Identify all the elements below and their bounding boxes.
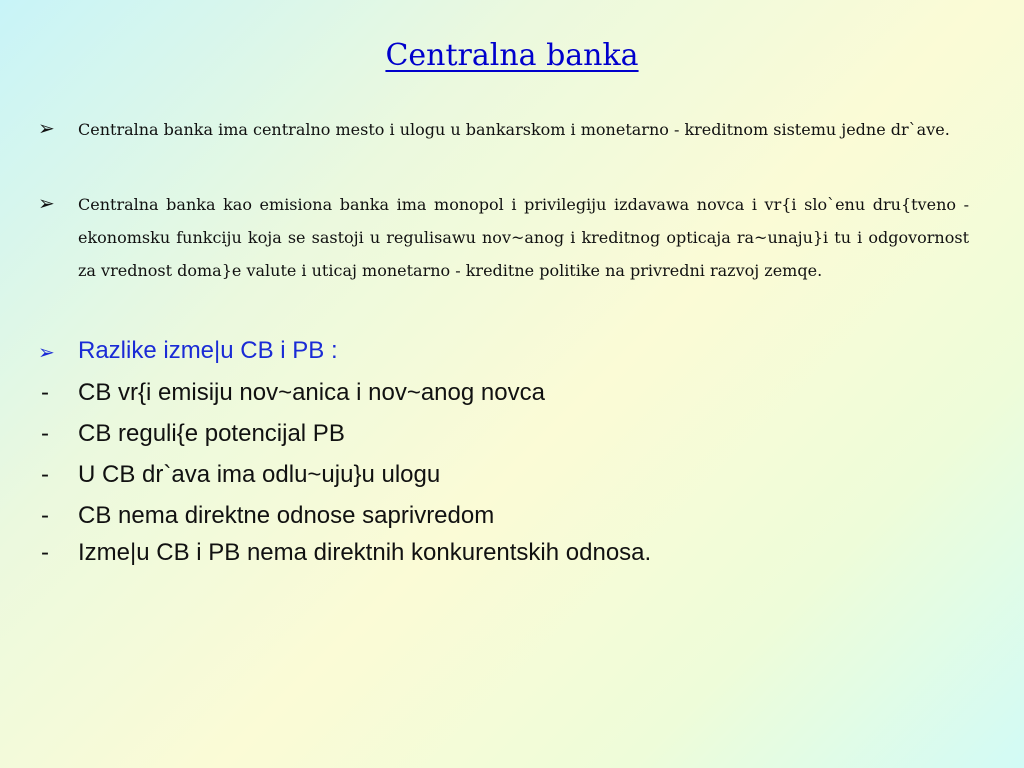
dash-bullet: - (41, 420, 49, 447)
dash-bullet: - (41, 461, 49, 488)
slide-title: Centralna banka (385, 38, 639, 73)
paragraph-emission: Centralna banka kao emisiona banka ima monopol i privilegiju izdavawa novca i vr{i slo`enu dru{tveno - ekonomsku funkciju koja se sastoji u regulisawu nov~anog i kreditnog opticaja ra~unaju}i tu i odgovornost za vrednost doma}e valute i uticaj monetarno - kreditne politike na privredni razvoj zemqe. (78, 195, 969, 280)
dash-bullet: - (41, 379, 49, 406)
difference-item: Izme|u CB i PB nema direktnih konkurentskih odnosa. (78, 539, 652, 566)
paragraph-role: Centralna banka ima centralno mesto i ulogu u bankarskom i monetarno - kreditnom sistemu jedne dr`ave. (78, 120, 950, 139)
bullet-arrow-icon: ➢ (38, 191, 55, 215)
difference-item: CB nema direktne odnose saprivredom (78, 502, 495, 529)
difference-item: CB reguli{e potencijal PB (78, 420, 345, 447)
bullet-arrow-icon: ➢ (38, 116, 55, 140)
difference-item: CB vr{i emisiju nov~anica i nov~anog novca (78, 379, 545, 406)
dash-bullet: - (41, 539, 49, 566)
differences-heading: Razlike izme|u CB i PB : (78, 337, 338, 364)
dash-bullet: - (41, 502, 49, 529)
bullet-arrow-icon: ➢ (38, 340, 55, 364)
difference-item: U CB dr`ava ima odlu~uju}u ulogu (78, 461, 441, 488)
